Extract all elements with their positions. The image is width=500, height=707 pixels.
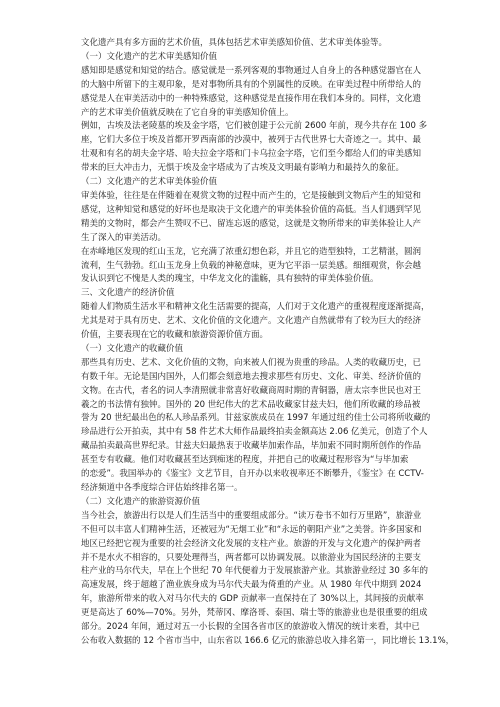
text-line: 感觉，这种知觉和感觉的好坏也是取决于文化遗产的审美体验价值的高低。当人们遇到罕见 — [81, 204, 422, 215]
text-line: 随着人们物质生活水平和精神文化生活需要的提高，人们对于文化遗产的重视程度逐渐提高， — [81, 302, 430, 313]
text-line: 感知即是感觉和知觉的结合。感觉就是一系列客观的事物通过人自身上的各种感觉器官在人 — [81, 65, 422, 76]
text-line: 年，旅游所带来的收入对马尔代夫的 GDP 贡献率一直保持在了 30%以上，其间接的贡献率 — [81, 594, 424, 605]
text-line: 带来的巨大冲击力，无惧于埃及金字塔成为了古埃及文明最有影响力和最持久的象征。 — [81, 163, 405, 174]
text-line: 地区已经把它视为重要的社会经济文化发展的支柱产业。旅游的开发与文化遗产的保护两者 — [81, 538, 422, 549]
text-line: 例如，古埃及法老陵墓的埃及金字塔，它们被创建于公元前 2600 年前，现今共存在 100 多 — [81, 121, 428, 132]
text-line: 有数千年。无论是国内国外，人们都会刻意地去搜求那些有历史、文化、审美、经济价值的 — [81, 371, 422, 382]
text-line: 高速发展，终于超越了渔业族身成为马尔代夫最为倚重的产业。从 1980 年代中期到 2024 — [81, 580, 422, 591]
text-line: 经济频道中各季度综合评估始终排名第一。 — [81, 483, 243, 493]
text-line: 壮观和有名的胡夫金字塔、哈夫拉金字塔和门卡乌拉金字塔，它们至今都给人们的审美感知 — [81, 149, 422, 160]
text-line: 那些具有历史、艺术、文化价值的文物，向来被人们视为贵重的珍品。人类的收藏历史，已 — [81, 357, 422, 368]
section-heading: （二）文化遗产的旅游资源价值 — [81, 496, 201, 507]
text-line: 审美体验，往往是在伴随着在观赏文物的过程中而产生的，它是接触到文物后产生的知觉和 — [81, 190, 422, 201]
text-line: 柱产业的马尔代夫，早在上个世纪 70 年代便着力于发展旅游产业。其旅游业经过 30 多年的 — [81, 566, 428, 577]
text-line: 并不是水火不相容的，只要处理得当，两者都可以协调发展。以旅游业为国民经济的主要支 — [81, 552, 422, 563]
text-line: 羲之的书法情有独钟。国外的 20 世纪伟大的艺术品收藏家甘兹夫妇，他们所收藏的珍品被 — [81, 399, 421, 410]
text-line: 生了深入的审美活动。 — [81, 232, 167, 243]
text-line: 藏品拍卖最高世界纪录。甘兹夫妇最热衷于收藏毕加索作品，毕加索不同时期所创作的作品 — [81, 441, 422, 452]
text-line: 尤其是对于具有历史、艺术、文化价值的文化遗产。文化遗产自然就带有了较为巨大的经济 — [81, 316, 422, 327]
text-line: 当今社会，旅游出行以是人们生活当中的重要组成部分。“读万卷书不如行万里路”，旅游业 — [81, 510, 422, 521]
text-line: 文物。在古代，者名的词人李清照就非常喜好收藏商周时期的青铜器，唐太宗李世民也对王 — [81, 385, 422, 396]
text-line: 的恋爱”。我国举办的《鉴宝》文艺节目，自开办以来收视率还不断攀升，《鉴宝》在 CCTV- — [81, 469, 424, 480]
text-line: 流利，生气勃勃。红山玉龙身上负载的神秘意味，更为它平添一层美感。细细观赏，你会越 — [81, 260, 422, 271]
text-line: 在赤峰地区发现的红山玉龙，它充满了浓重幻想色彩，并且它的造型独特，工艺精湛，圆润 — [81, 246, 422, 257]
text-line: 的大脑中所留下的主观印象，是对事物所具有的个别属性的反映。在审美过程中所带给人的 — [81, 79, 422, 90]
text-line: 部分。2024 年间，通过对五一小长假的全国各省市区的旅游收入情况的统计来看，其中已 — [81, 622, 420, 633]
text-line: 公布收入数据的 12 个省市当中，山东省以 166.6 亿元的旅游总收入排名第一，同比增长 13.1%， — [81, 635, 455, 646]
text-line: 文化遗产具有多方面的艺术价值，具体包括艺术审美感知价值、艺术审美体验等。 — [81, 38, 388, 48]
section-heading: （一）文化遗产的艺术审美感知价值 — [81, 51, 218, 62]
text-line: 发认识到它不愧是人类的瑰宝，中华龙文化的滥觞，具有独特的审美体验价值。 — [81, 274, 379, 285]
text-line: 誉为 20 世纪最出色的私人珍品系列。甘兹家族成员在 1997 年通过纽约佳士公司将所收藏的 — [81, 413, 431, 424]
text-line: 精美的文物时，都会产生赞叹不已、留连忘返的感觉，这就是文物所带来的审美体验让人产 — [81, 218, 422, 229]
section-heading: （二）文化遗产的艺术审美体验价值 — [81, 177, 218, 188]
text-line: 价值，主要表现在它的收藏和旅游资源价值方面。 — [81, 330, 269, 341]
text-line: 更是高达了 60%—70%。另外，梵蒂冈、摩洛哥、泰国、瑞士等的旅游业也是很重要的组成 — [81, 608, 428, 619]
section-heading: （一）文化遗产的收藏价值 — [81, 343, 184, 354]
text-line: 感觉是人在审美活动中的一种特殊感觉，这种感觉是直接作用在我们本身的。同样，文化遗 — [81, 93, 422, 104]
text-line: 座，它们大多位于埃及首都开罗西南部的沙漠中，被列于古代世界七大奇迹之一。其中、最 — [81, 135, 422, 146]
text-line: 不但可以丰富人们精神生活，还被冠为“无烟工业”和“永远的朝阳产业”之美誉。许多国家和 — [81, 524, 422, 535]
text-line: 珍品进行公开拍卖，其中有 58 件艺术大师作品最终拍卖金额高达 2.06 亿美元，创造了个人 — [81, 427, 428, 438]
section-heading: 三、文化遗产的经济价值 — [81, 288, 175, 299]
text-line: 产的艺术审美价值就反映在了它自身的审美感知价值上。 — [81, 107, 294, 118]
text-line: 甚至专有收藏。他们对收藏甚至达到痴迷的程度，并把自己的收藏过程形容为“与毕加索 — [81, 455, 409, 466]
